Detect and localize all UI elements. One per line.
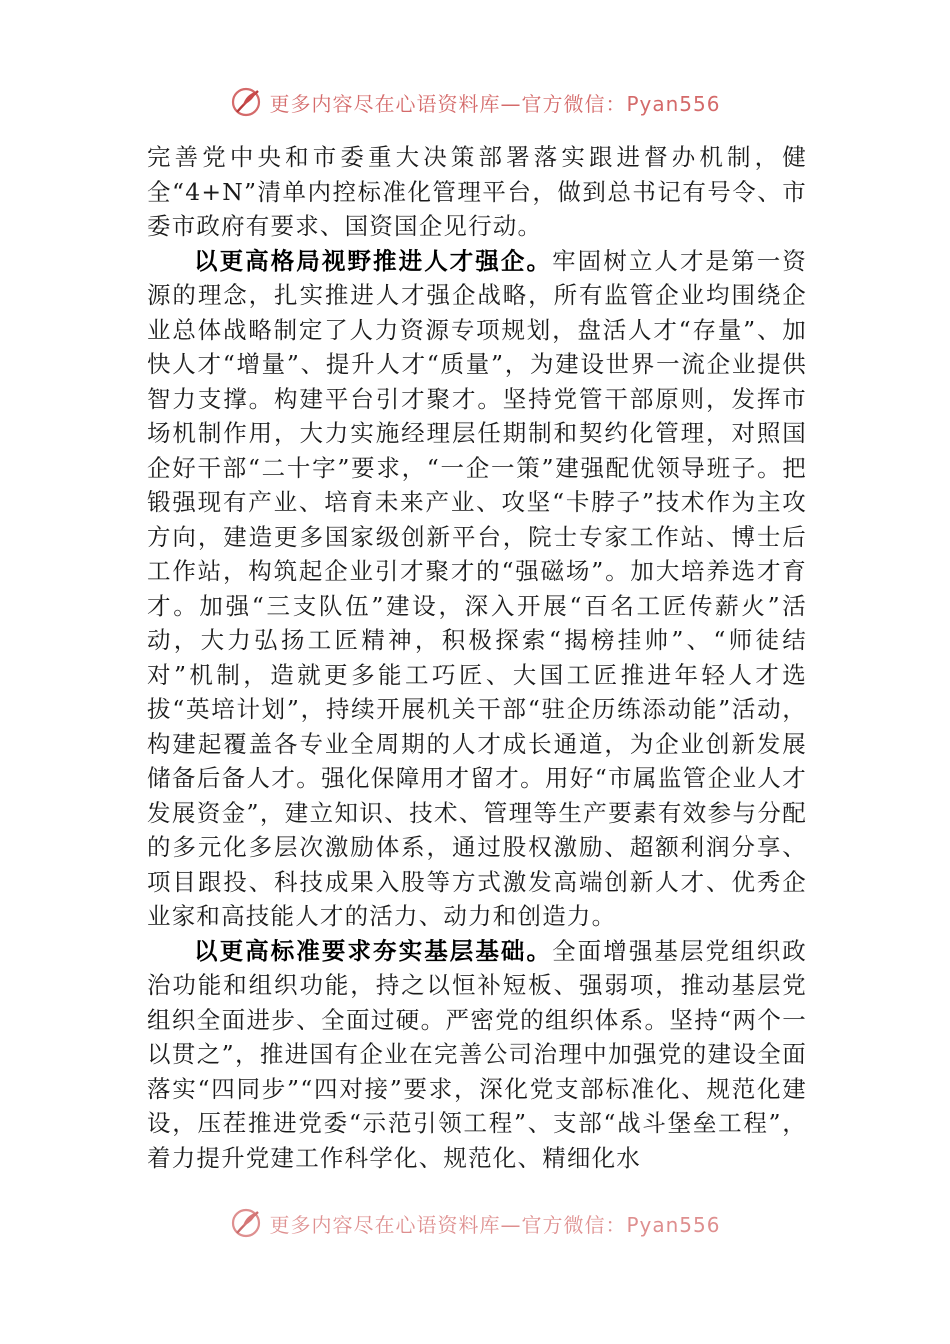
paragraph-2 <box>147 244 807 934</box>
paragraph-2-lead: 以更高格局视野推进人才强企。 <box>194 246 553 275</box>
paragraph-3-lead: 以更高标准要求夯实基层基础。 <box>194 936 553 965</box>
feather-logo-icon <box>229 1206 263 1240</box>
watermark-text: 更多内容尽在心语资料库—官方微信：Pyan556 <box>269 1212 721 1237</box>
document-body <box>147 140 807 1175</box>
paragraph-1-text: 完善党中央和市委重大决策部署落实跟进督办机制，健全“4+N”清单内控标准化管理平台，做到总书记有号令、市委市政府有要求、国资国企见行动。 <box>147 143 807 240</box>
feather-logo-icon <box>229 85 263 119</box>
paragraph-3 <box>147 934 807 1176</box>
watermark-footer <box>0 1203 950 1243</box>
watermark-header <box>0 82 950 122</box>
paragraph-1 <box>147 140 807 244</box>
watermark-text: 更多内容尽在心语资料库—官方微信：Pyan556 <box>269 91 721 116</box>
paragraph-2-text: 牢固树立人才是第一资源的理念，扎实推进人才强企战略，所有监管企业均围绕企业总体战略制定了人力资源专项规划，盘活人才“存量”、加快人才“增量”、提升人才“质量”，为建设世界一流企业提供智力支撑。构建平台引才聚才。坚持党管干部原则，发挥市场机制作用，大力实施经理层任期制和契约化管理，对照国企好干部“二十字”要求，“一企一策”建强配优领导班子。把锻强现有产业、培育未来产业、攻坚“卡脖子”技术作为主攻方向，建造更多国家级创新平台，院士专家工作站、博士后工作站，构筑起企业引才聚才的“强磁场”。加大培养选才育才。加强“三支队伍”建设，深入开展“百名工匠传薪火”活动，大力弘扬工匠精神，积极探索“揭榜挂帅”、“师徒结对”机制，造就更多能工巧匠、大国工匠推进年轻人才选拔“英培计划”，持续开展机关干部“驻企历练添动能”活动，构建起覆盖各专业全周期的人才成长通道，为企业创新发展储备后备人才。强化保障用才留才。用好“市属监管企业人才发展资金”，建立知识、技术、管理等生产要素有效参与分配的多元化多层次激励体系，通过股权激励、超额利润分享、项目跟投、科技成果入股等方式激发高端创新人才、优秀企业家和高技能人才的活力、动力和创造力。 <box>147 246 807 930</box>
paragraph-3-text: 全面增强基层党组织政治功能和组织功能，持之以恒补短板、强弱项，推动基层党组织全面进步、全面过硬。严密党的组织体系。坚持“两个一以贯之”，推进国有企业在完善公司治理中加强党的建设全面落实“四同步”“四对接”要求，深化党支部标准化、规范化建设，压茬推进党委“示范引领工程”、支部“战斗堡垒工程”，着力提升党建工作科学化、规范化、精细化水 <box>147 936 807 1172</box>
